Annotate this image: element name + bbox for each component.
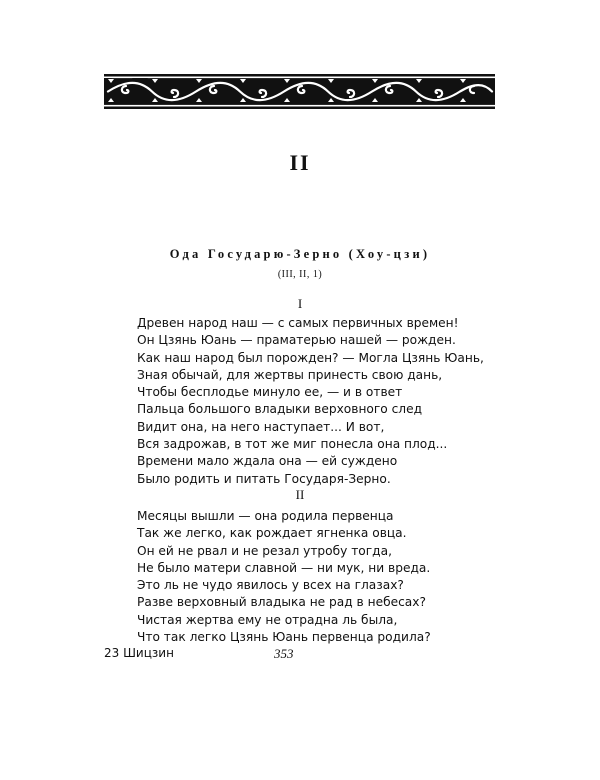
verse-line: Зная обычай, для жертвы принесть свою дань, [137, 367, 443, 382]
stanza-2 [137, 508, 497, 646]
verse-line: Чистая жертва ему не отрадна ль была, [137, 612, 398, 627]
verse-line: Это ль не чудо явилось у всех на глазах? [137, 578, 404, 593]
verse-line: Месяцы вышли — она родила первенца [137, 509, 394, 523]
verse-line: Как наш народ был порожден? — Могла Цзянь Юань, [137, 350, 484, 365]
ode-title: Ода Государю-Зерно (Хоу-цзи) [169, 247, 431, 261]
verse-line: Разве верховный владыка не рад в небесах? [137, 595, 426, 610]
verse-line: Не было матери славной — ни мук, ни вреда. [137, 560, 431, 575]
verse-line: Времени мало ждала она — ей суждено [137, 454, 398, 469]
verse-line: Он Цзянь Юань — праматерью нашей — рожден. [137, 333, 456, 348]
stanza-1 [137, 315, 497, 488]
verse-line: Было родить и питать Государя-Зерно. [137, 471, 391, 486]
signature-mark: 23 Шицзин [104, 646, 174, 660]
part-number: II [289, 150, 311, 175]
verse-line: Древен народ наш — с самых первичных времен! [137, 316, 459, 330]
verse-line: Пальца большого владыки верховного след [137, 402, 423, 417]
ornamental-header-band [104, 74, 495, 109]
stanza-number: II [295, 487, 305, 502]
verse-line: Видит она, на него наступает... И вот, [137, 419, 385, 434]
verse-line: Он ей не рвал и не резал утробу тогда, [137, 543, 392, 558]
verse-line: Чтобы бесплодье минуло ее, — и в ответ [137, 385, 403, 400]
ode-reference: (III, II, 1) [277, 269, 323, 280]
verse-line: Так же легко, как рождает ягненка овца. [137, 526, 407, 541]
verse-line: Вся задрожав, в тот же миг понесла она плод... [137, 437, 448, 452]
page-number: 353 [274, 646, 294, 661]
verse-line: Что так легко Цзянь Юань первенца родила? [137, 630, 431, 645]
ornament-scroll-icon [104, 74, 495, 109]
stanza-number: I [297, 296, 303, 311]
